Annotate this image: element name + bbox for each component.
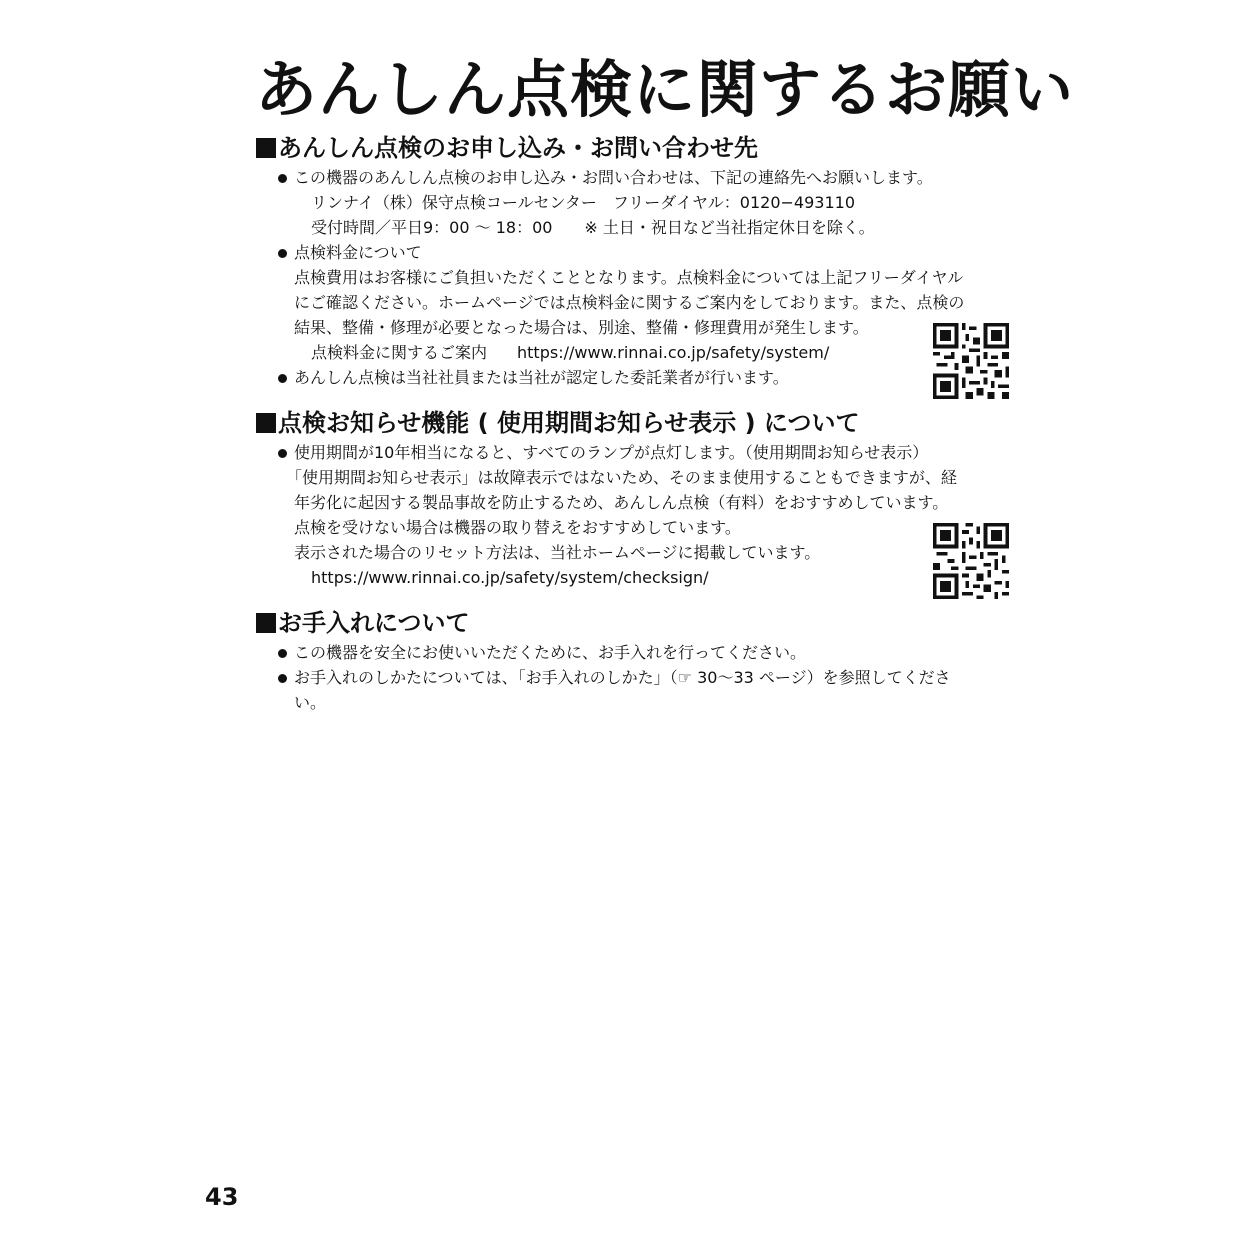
qr-code-icon[interactable] [933, 523, 1009, 599]
bullet-line: この機器のあんしん点検のお申し込み・お問い合わせは、下記の連絡先へお願いします。 [256, 165, 1016, 190]
bullet-line: 点検料金について [256, 240, 1016, 265]
text-line: 「使用期間お知らせ表示」は故障表示ではないため、そのまま使用することもできますが、経 [286, 468, 957, 487]
section-heading: 点検お知らせ機能 ( 使用期間お知らせ表示 ) について [256, 406, 1016, 440]
text-line: 点検を受けない場合は機器の取り替えをおすすめしています。 [294, 518, 741, 537]
reset-method-url[interactable]: https://www.rinnai.co.jp/safety/system/checksign/ [311, 568, 709, 587]
qr-code-icon[interactable] [933, 323, 1009, 399]
square-marker-icon [256, 413, 276, 433]
text-line: にご確認ください。ホームページでは点検料金に関するご案内をしております。また、点検の [294, 293, 965, 312]
section-heading: お手入れについて [256, 606, 1016, 640]
reception-hours-line: 受付時間／平日9：00 ～ 18：00 ※ 土日・祝日など当社指定休日を除く。 [311, 218, 875, 237]
section-inspection-contact [256, 131, 1016, 390]
fee-guide-url[interactable]: https://www.rinnai.co.jp/safety/system/ [517, 343, 830, 362]
fee-guide-label: 点検料金に関するご案内 [311, 343, 488, 362]
square-marker-icon [256, 138, 276, 158]
square-marker-icon [256, 613, 276, 633]
text-line: 結果、整備・修理が必要となった場合は、別途、整備・修理費用が発生します。 [294, 318, 869, 337]
page-number: 43 [205, 1183, 239, 1211]
section-heading: あんしん点検のお申し込み・お問い合わせ先 [256, 131, 1016, 165]
bullet-line: お手入れのしかたについては、「お手入れのしかた」（☞ 30～33 ページ）を参照してくださ [256, 665, 1016, 690]
bullet-line: この機器を安全にお使いいただくために、お手入れを行ってください。 [256, 640, 1016, 665]
contact-center-line: リンナイ（株）保守点検コールセンター フリーダイヤル：0120−493110 [311, 193, 856, 212]
section-usage-period-notice [256, 406, 1016, 590]
text-line: 表示された場合のリセット方法は、当社ホームページに掲載しています。 [294, 543, 821, 562]
bullet-line: あんしん点検は当社社員または当社が認定した委託業者が行います。 [256, 365, 1016, 390]
fee-guide-line [256, 340, 1016, 365]
section-maintenance [256, 606, 1016, 715]
bullet-line: 使用期間が10年相当になると、すべてのランプが点灯します。（使用期間お知らせ表示） [256, 440, 1016, 465]
text-line: い。 [294, 693, 327, 712]
text-line: 点検費用はお客様にご負担いただくこととなります。点検料金については上記フリーダイヤル [294, 268, 964, 287]
page-title: あんしん点検に関するお願い [255, 53, 1075, 126]
text-line: 年劣化に起因する製品事故を防止するため、あんしん点検（有料）をおすすめしています。 [294, 493, 949, 512]
